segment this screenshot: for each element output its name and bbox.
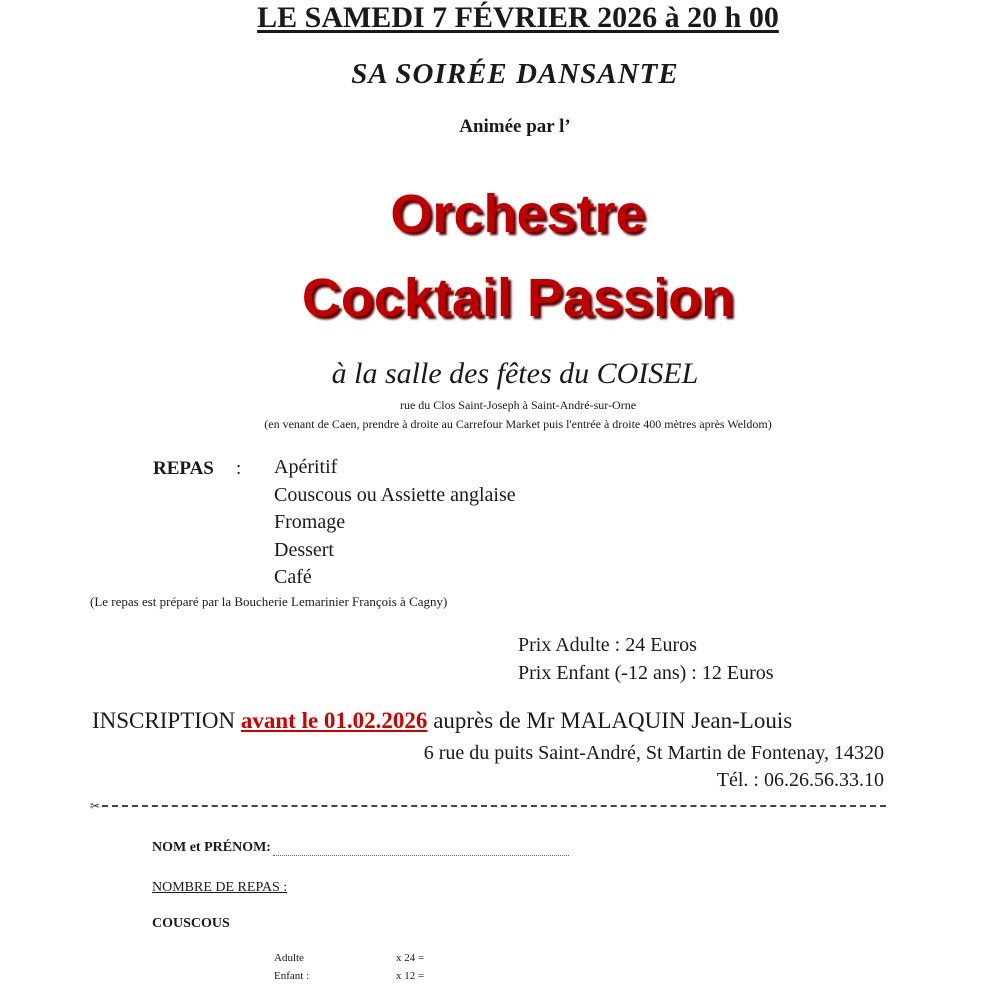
registration-contact: auprès de Mr MALAQUIN Jean-Louis	[427, 708, 793, 733]
meal-colon: :	[236, 458, 242, 479]
name-field[interactable]	[152, 838, 569, 856]
name-label: NOM et PRÉNOM:	[152, 840, 271, 855]
event-date: LE SAMEDI 7 FÉVRIER 2026 à 20 h 00	[257, 1, 779, 34]
event-subtitle: SA SOIRÉE DANSANTE	[351, 58, 679, 90]
menu-item: Fromage	[274, 511, 346, 533]
menu-item: Couscous ou Assiette anglaise	[274, 484, 516, 506]
meals-count-label: NOMBRE DE REPAS :	[152, 880, 288, 895]
venue-name: à la salle des fêtes du COISEL	[331, 357, 699, 390]
scissors-icon: ✂	[90, 798, 101, 813]
meal-label: REPAS	[153, 458, 214, 479]
registration-line	[92, 708, 792, 734]
registration-deadline: avant le 01.02.2026	[240, 708, 428, 733]
meal-note: (Le repas est préparé par la Boucherie Lemarinier François à Cagny)	[90, 594, 448, 609]
dashed-divider	[102, 805, 886, 807]
menu-item: Café	[274, 566, 312, 588]
couscous-label: COUSCOUS	[152, 916, 230, 931]
adult-label: Adulte	[274, 952, 304, 964]
venue-address: rue du Clos Saint-Joseph à Saint-André-sur-Orne	[399, 398, 637, 412]
registration-prefix: INSCRIPTION	[92, 708, 241, 733]
band-name-line1: Orchestre	[390, 184, 646, 244]
name-dotted-line[interactable]	[273, 854, 569, 856]
contact-phone: Tél. : 06.26.56.33.10	[716, 769, 884, 791]
price-child: Prix Enfant (-12 ans) : 12 Euros	[518, 662, 774, 684]
cut-line	[90, 799, 886, 813]
contact-address: 6 rue du puits Saint-André, St Martin de Fontenay, 14320	[423, 742, 884, 764]
hosted-by-text: Animée par l’	[459, 116, 571, 137]
child-label: Enfant :	[274, 970, 310, 982]
band-name-line2: Cocktail Passion	[301, 268, 735, 328]
adult-formula: x 24 =	[396, 952, 425, 964]
menu-item: Dessert	[274, 539, 334, 561]
venue-directions: (en venant de Caen, prendre à droite au Carrefour Market puis l'entrée à droite 400 mètres après Weldom)	[264, 417, 772, 431]
menu-item: Apéritif	[274, 456, 338, 478]
child-formula: x 12 =	[396, 970, 425, 982]
price-adult: Prix Adulte : 24 Euros	[518, 634, 697, 656]
